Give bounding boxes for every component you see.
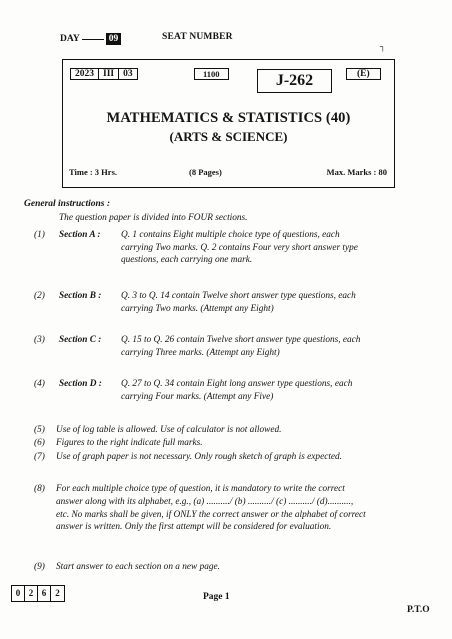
corner-mark: ┐ [380,42,386,51]
seat-number-label: SEAT NUMBER [162,32,233,42]
section-b-instruction [34,290,394,330]
section-c-instruction [34,334,394,374]
exam-month: III [99,69,119,79]
day-number: 09 [106,33,122,45]
code-digit: 2 [55,588,60,598]
section-description: Q. 3 to Q. 14 contain Twelve short answer type questions, each carrying Two marks. (Attempt any Eight) [121,291,356,314]
page-number: Page 1 [203,592,230,602]
exam-center-code: 1100 [194,68,229,80]
code-digit: 2 [25,586,38,601]
instruction-7 [34,451,394,477]
instruction-number: (8) [34,484,45,494]
paper-code-boxes [11,585,65,602]
exam-pages: (8 Pages) [189,167,222,177]
section-name: Section B : [59,291,102,301]
exam-date-box [70,68,138,80]
section-description: Q. 15 to Q. 26 contain Twelve short answer type questions, each carrying Three marks. (Attempt any Eight) [121,335,361,358]
instruction-number: (6) [34,438,45,448]
instruction-number: (7) [34,452,45,462]
day-indicator [60,33,121,45]
exam-date: 03 [123,69,133,79]
instruction-text: Start answer to each section on a new page. [56,562,220,572]
code-digit: 6 [38,586,51,601]
stream-title: (ARTS & SCIENCE) [169,129,288,144]
section-name: Section D : [59,379,102,389]
instruction-text: Figures to the right indicate full marks. [56,438,203,448]
instruction-number: (3) [34,335,45,345]
instruction-number: (1) [34,230,45,240]
paper-code: J-262 [257,69,332,93]
instructions-intro: The question paper is divided into FOUR sections. [59,213,248,223]
instruction-number: (5) [34,425,45,435]
exam-header-box [62,59,395,188]
instruction-text: For each multiple choice type of question, it is mandatory to write the correct answer along with its alphabet, e.g., (a) ........../ (b) ........../ (c) ........../ (d).........., etc. No marks shall be given, if ONLY the correct answer or the alphabet of correct answer is written. Only the first attempt will be considered for evaluation. [56,484,366,533]
section-description: Q. 27 to Q. 34 contain Eight long answer type questions, each carrying Four marks. (Attempt any Five) [121,379,353,402]
code-digit: 0 [12,586,25,601]
instruction-number: (9) [34,562,45,572]
exam-year: 2023 [71,69,99,79]
section-name: Section C : [59,335,102,345]
section-d-instruction [34,378,394,418]
exam-code-row [70,68,388,90]
pto-label: P.T.O [407,605,430,615]
instruction-9 [34,561,394,574]
section-name: Section A : [59,230,101,240]
day-label: DAY [60,34,80,44]
section-a-instruction [34,229,394,289]
instruction-text: Use of graph paper is not necessary. Only rough sketch of graph is expected. [56,452,343,462]
instruction-number: (2) [34,291,45,301]
instructions-heading: General instructions : [24,199,111,209]
instruction-number: (4) [34,379,45,389]
instruction-8 [34,483,394,558]
exam-time: Time : 3 Hrs. [69,167,118,177]
exam-max-marks: Max. Marks : 80 [326,167,387,177]
instruction-text: Use of log table is allowed. Use of calculator is not allowed. [56,425,282,435]
section-description: Q. 1 contains Eight multiple choice type of questions, each carrying Two marks. Q. 2 contains Four very short answer type questions, each carrying one mark. [121,230,358,265]
instruction-5 [34,424,394,437]
medium-code: (E) [346,68,381,80]
instruction-6 [34,437,394,450]
day-divider [82,39,104,40]
subject-title: MATHEMATICS & STATISTICS (40) [106,110,351,126]
